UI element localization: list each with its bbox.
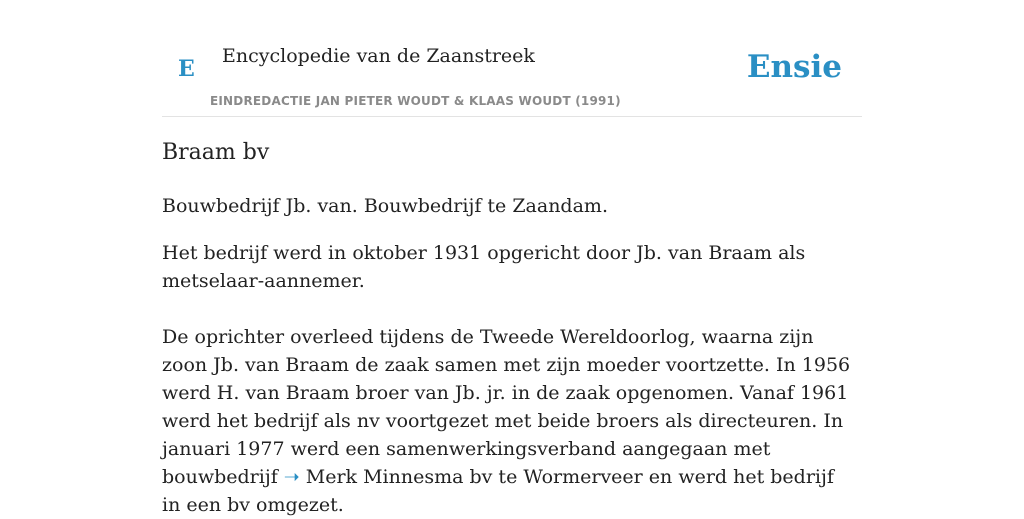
paragraph-3: [162, 323, 852, 519]
brand-logo[interactable]: Ensie: [746, 49, 842, 85]
paragraph-2: Het bedrijf werd in oktober 1931 opgericht door Jb. van Braam als metselaar-aannemer.: [162, 242, 806, 292]
paragraph-3-text: De oprichter overleed tijdens de Tweede Wereldoorlog, waarna zijn zoon Jb. van Braam de zaak samen met zijn moeder voortzette. In 1956 werd H. van Braam broer van Jb. jr. in de zaak opgenomen. Vanaf 1961 werd het bedrijf als nv voortgezet met beide broers als directeuren. In januari 1977 werd een samenwerkingsverband aangegaan met bouwbedrijf: [162, 326, 851, 488]
site-header: [162, 0, 862, 117]
article-title: Braam bv: [162, 140, 270, 165]
merk-minnesma-link[interactable]: [284, 466, 493, 488]
arrow-icon: ➝: [283, 466, 300, 488]
logo-icon[interactable]: E: [178, 56, 195, 82]
paragraph-1: Bouwbedrijf Jb. van. Bouwbedrijf te Zaandam.: [162, 195, 608, 217]
site-title[interactable]: Encyclopedie van de Zaanstreek: [222, 45, 535, 67]
link-text: Merk Minnesma bv: [305, 466, 493, 488]
paragraph-3-text-end: te Wormerveer en werd het bedrijf in een bv omgezet.: [162, 466, 834, 516]
byline: EINDREDACTIE JAN PIETER WOUDT & KLAAS WOUDT (1991): [210, 94, 621, 108]
page-container: [162, 0, 862, 516]
